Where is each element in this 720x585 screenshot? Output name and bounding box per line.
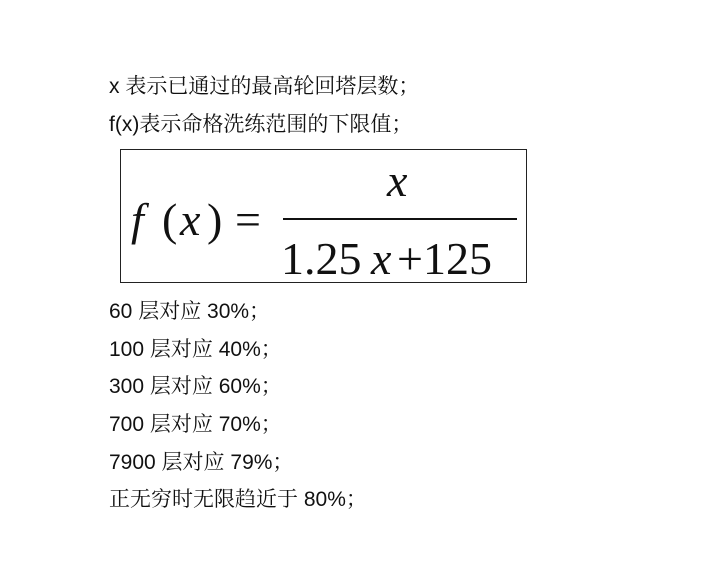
formula-equals: = xyxy=(235,194,261,245)
formula-denominator-var: x xyxy=(371,233,392,282)
result-line-300: 300 层对应 60%； xyxy=(109,375,282,398)
intro-line-2: f(x)表示命格洗练范围的下限值； xyxy=(109,113,413,136)
result-line-100: 100 层对应 40%； xyxy=(109,338,282,361)
formula-f: f xyxy=(131,194,144,245)
formula-numerator: x xyxy=(387,155,408,206)
formula-open-paren: ( xyxy=(162,194,178,245)
formula-box xyxy=(120,149,527,283)
formula-svg xyxy=(121,150,526,282)
result-line-infinity: 正无穷时无限趋近于 80%； xyxy=(109,488,367,511)
intro-line-1: x 表示已通过的最高轮回塔层数； xyxy=(109,75,420,98)
formula-lhs-x: x xyxy=(180,194,201,245)
formula-denominator-rest: +125 xyxy=(397,233,492,282)
formula-close-paren: ) xyxy=(207,194,223,245)
formula-denominator-coef: 1.25 xyxy=(281,233,362,282)
result-line-7900: 7900 层对应 79%； xyxy=(109,451,294,474)
result-line-700: 700 层对应 70%； xyxy=(109,413,282,436)
result-line-60: 60 层对应 30%； xyxy=(109,300,271,323)
